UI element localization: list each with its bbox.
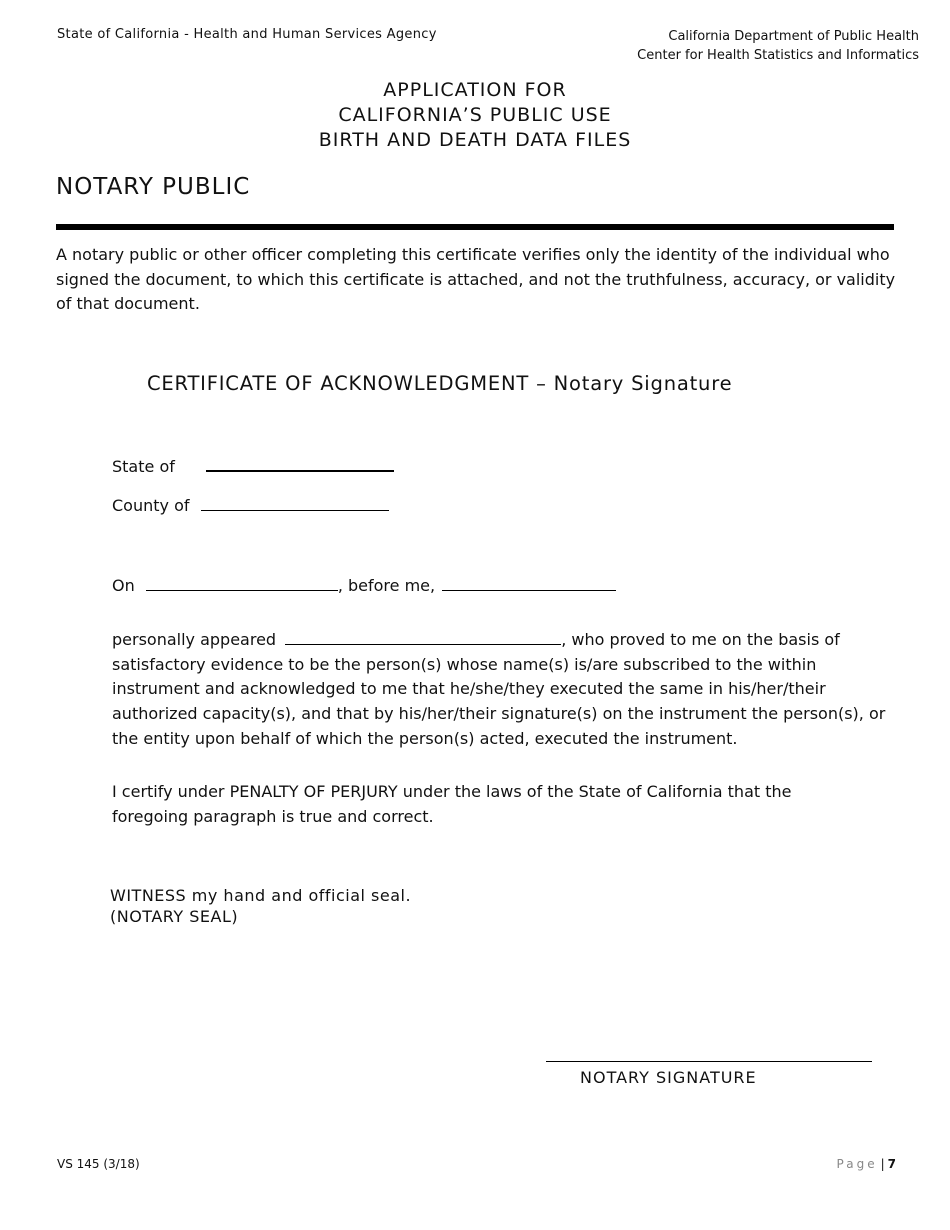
section-heading: NOTARY PUBLIC — [56, 174, 251, 200]
page-separator: | — [880, 1157, 885, 1171]
officer-name-input-line[interactable] — [442, 576, 616, 591]
county-field-row — [112, 496, 389, 515]
title-line-1: APPLICATION FOR — [383, 79, 567, 101]
header-center: Center for Health Statistics and Informatics — [637, 48, 919, 63]
page-indicator — [837, 1157, 896, 1171]
header-agency: State of California - Health and Human Services Agency — [57, 27, 437, 42]
date-input-line[interactable] — [146, 576, 338, 591]
title-line-3: BIRTH AND DEATH DATA FILES — [318, 129, 632, 151]
document-title — [0, 78, 950, 153]
signer-name-input-line[interactable] — [285, 630, 561, 645]
notary-signature-line[interactable] — [546, 1061, 872, 1062]
intro-paragraph: A notary public or other officer completing this certificate verifies only the identity of the individual who signed the document, to which this certificate is attached, and not the truthfulness, accuracy, or validity of that document. — [56, 245, 896, 313]
state-label: State of — [112, 457, 175, 476]
form-id: VS 145 (3/18) — [57, 1157, 140, 1171]
certificate-title: CERTIFICATE OF ACKNOWLEDGMENT – Notary Signature — [147, 372, 733, 395]
page-number: 7 — [887, 1157, 896, 1171]
state-input-line[interactable] — [206, 456, 394, 472]
county-input-line[interactable] — [201, 496, 389, 511]
heading-divider — [56, 224, 894, 230]
county-label: County of — [112, 496, 190, 515]
notary-signature-label: NOTARY SIGNATURE — [580, 1068, 757, 1087]
perjury-certification: I certify under PENALTY OF PERJURY under the laws of the State of California that the foregoing paragraph is true and correct. — [112, 782, 792, 826]
notary-seal-label: (NOTARY SEAL) — [110, 907, 239, 926]
header-department-block — [637, 27, 919, 65]
on-label: On — [112, 576, 135, 595]
page-word: Page — [836, 1157, 878, 1171]
state-field-row — [112, 456, 394, 476]
acknowledgment-paragraph — [112, 628, 902, 752]
witness-block — [110, 885, 411, 927]
title-line-2: CALIFORNIA’S PUBLIC USE — [338, 104, 612, 126]
date-officer-row — [112, 576, 616, 595]
header-department: California Department of Public Health — [668, 29, 919, 44]
acknowledgment-text: , who proved to me on the basis of satisfactory evidence to be the person(s) whose name(s) is/are subscribed to the within instrument and acknowledged to me that he/she/they executed the same in his/her/their authorized capacity(s), and that by his/her/their signature(s) on the instrument the person(s), or the entity upon behalf of which the person(s) acted, executed the instrument. — [112, 630, 886, 748]
witness-line: WITNESS my hand and official seal. — [110, 886, 412, 905]
before-me-label: , before me, — [337, 576, 436, 595]
personally-appeared-label: personally appeared — [112, 630, 277, 649]
